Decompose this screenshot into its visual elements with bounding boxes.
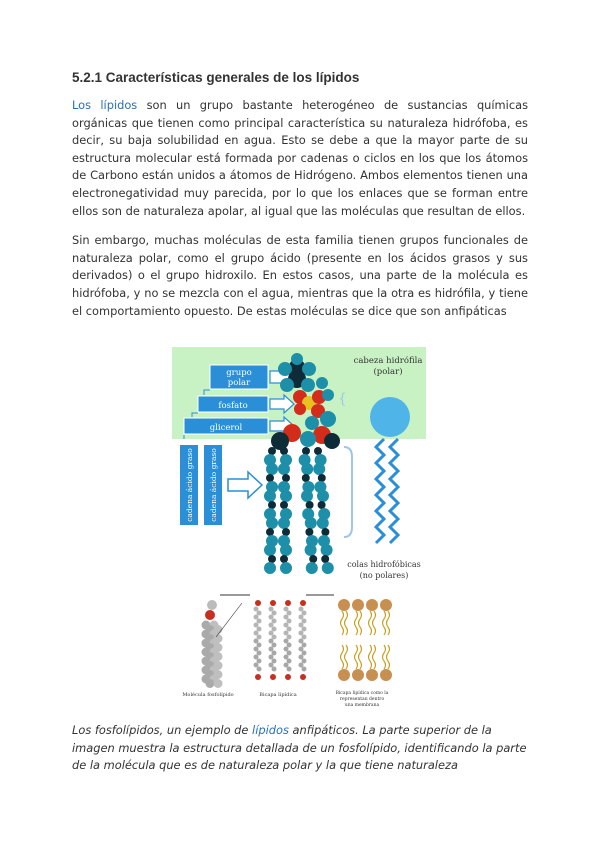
lipidos-link[interactable]: Los lípidos	[72, 98, 138, 112]
arrow-cadena-icon	[228, 472, 262, 498]
bilayer-atom	[257, 651, 262, 656]
bilayer-atom	[254, 647, 259, 652]
bilayer-atom	[299, 655, 304, 660]
tail-atom	[306, 562, 318, 574]
bilayer-head-top	[285, 600, 291, 606]
tail-atom	[268, 501, 276, 509]
bilayer-atom	[299, 615, 304, 620]
tail-atom	[309, 555, 317, 563]
bilayer-atom	[254, 655, 259, 660]
bilayer-atom	[257, 611, 262, 616]
bilayer-atom	[269, 663, 274, 668]
bilayer-atom	[284, 615, 289, 620]
bilayer-atom	[269, 639, 274, 644]
membrane-tail	[369, 645, 372, 669]
bilayer-atom	[269, 647, 274, 652]
fosfato-label: fosfato	[218, 401, 248, 411]
cadena-label-1: cadena ácido graso	[185, 448, 194, 522]
phospholipid-figure	[172, 347, 428, 707]
phospholipid-diagram	[172, 347, 428, 707]
bilayer-atom	[257, 659, 262, 664]
tail-atom	[302, 474, 310, 482]
tail-atom	[301, 463, 313, 475]
bilayer-atom	[269, 615, 274, 620]
membrane-tail	[383, 645, 386, 669]
tail-atom	[301, 490, 313, 502]
bilayer-head-bottom	[270, 674, 276, 680]
cabeza-label: cabeza hidrófila	[353, 356, 423, 366]
bilayer-atom	[254, 663, 259, 668]
section-title: 5.2.1 Características generales de los lípidos	[72, 70, 360, 85]
membrane-tail	[369, 611, 372, 635]
bilayer-head-top	[300, 600, 306, 606]
mol-atom	[205, 610, 215, 620]
bilayer-atom	[257, 643, 262, 648]
tail-atom	[317, 517, 329, 529]
molecula-label: Molécula fosfolípido	[182, 692, 234, 698]
membrane-head-top	[352, 599, 364, 611]
tail-atom	[321, 555, 329, 563]
bilayer-atom	[302, 667, 307, 672]
membrane-head-bottom	[366, 669, 378, 681]
bilayer-atom	[287, 635, 292, 640]
mol-atom	[206, 679, 215, 688]
bilayer-atom	[254, 623, 259, 628]
tail-atom	[322, 562, 334, 574]
membrane-tail	[341, 645, 344, 669]
membrane-tail	[387, 645, 390, 669]
tail-atom	[268, 447, 276, 455]
bilayer-atom	[287, 627, 292, 632]
document-page	[72, 70, 528, 332]
cabeza-polar-label: (polar)	[373, 367, 403, 377]
bilayer-atom	[272, 627, 277, 632]
bilayer-atom	[272, 611, 277, 616]
membrane-tail	[345, 611, 348, 635]
bilayer-atom	[302, 651, 307, 656]
tail-atom	[266, 463, 278, 475]
tail-atom	[280, 562, 292, 574]
tail-atom	[268, 555, 276, 563]
bilayer-atom	[287, 611, 292, 616]
bilayer-atom	[287, 659, 292, 664]
membrane-tail	[341, 611, 344, 635]
bilayer-atom	[284, 607, 289, 612]
membrane-tail	[387, 611, 390, 635]
bilayer-subfigure	[202, 599, 393, 688]
bilayer-head-top	[270, 600, 276, 606]
bilayer-atom	[254, 631, 259, 636]
tail-atom	[317, 490, 329, 502]
bilayer-atom	[299, 623, 304, 628]
membrane-tail	[383, 611, 386, 635]
tail-atom	[266, 528, 274, 536]
bicapa-rep-label-3: una membrana	[344, 703, 380, 707]
mol-atom	[214, 679, 223, 688]
tail-atom	[306, 501, 314, 509]
membrane-head-bottom	[352, 669, 364, 681]
membrane-tail	[345, 645, 348, 669]
bilayer-atom	[257, 619, 262, 624]
bilayer-atom	[257, 627, 262, 632]
membrane-tail	[359, 611, 362, 635]
bilayer-atom	[287, 619, 292, 624]
bilayer-atom	[302, 643, 307, 648]
tail-atom	[282, 528, 290, 536]
bilayer-head-bottom	[255, 674, 261, 680]
bilayer-atom	[287, 643, 292, 648]
bicapa-rep-label-1: Bicapa lipídica como la	[335, 691, 389, 696]
bilayer-head-top	[255, 600, 261, 606]
tail-atom	[302, 447, 310, 455]
bilayer-atom	[254, 639, 259, 644]
bilayer-atom	[302, 659, 307, 664]
membrane-tail	[355, 645, 358, 669]
cadena-label-2: cadena ácido graso	[209, 448, 218, 522]
tail-atom	[305, 528, 313, 536]
bilayer-head-bottom	[300, 674, 306, 680]
polar-label: polar	[227, 378, 251, 388]
bilayer-atom	[269, 623, 274, 628]
tail-atom	[313, 463, 325, 475]
tail-atom	[305, 517, 317, 529]
tail-atom	[266, 474, 274, 482]
bilayer-atom	[284, 631, 289, 636]
bilayer-atom	[272, 667, 277, 672]
membrane-head-top	[380, 599, 392, 611]
bilayer-atom	[269, 631, 274, 636]
bilayer-atom	[284, 663, 289, 668]
figure-caption	[72, 722, 528, 775]
caption-part1: Los fosfolípidos, un ejemplo de	[72, 723, 253, 737]
membrane-head-bottom	[380, 669, 392, 681]
bilayer-atom	[284, 647, 289, 652]
bilayer-atom	[302, 635, 307, 640]
bilayer-atom	[287, 667, 292, 672]
bilayer-atom	[272, 643, 277, 648]
bilayer-atom	[269, 655, 274, 660]
bilayer-atom	[254, 615, 259, 620]
bilayer-atom	[272, 635, 277, 640]
brace-bottom-icon	[344, 447, 352, 537]
glicerol-label: glicerol	[209, 423, 243, 433]
tail-atom	[264, 544, 276, 556]
paragraph-intro	[72, 97, 528, 220]
bilayer-atom	[272, 651, 277, 656]
colas-nopolar-label: (no polares)	[359, 571, 409, 580]
bicapa-rep-label-2: representan dentro	[339, 697, 385, 702]
membrane-tail	[373, 611, 376, 635]
tail-atom	[314, 447, 322, 455]
bilayer-atom	[299, 631, 304, 636]
bilayer-atom	[284, 655, 289, 660]
bilayer-atom	[299, 663, 304, 668]
bilayer-atom	[272, 619, 277, 624]
tail-atom	[321, 544, 333, 556]
tail-atom	[318, 474, 326, 482]
tail-atom	[280, 544, 292, 556]
membrane-head-top	[366, 599, 378, 611]
brace-top-icon: {	[338, 391, 347, 407]
hydrophobic-tails-atoms	[264, 447, 334, 574]
paragraph-intro-text: son un grupo bastante heterogéneo de sustancias químicas orgánicas que tienen como principal característica su naturaleza hidrófoba, es decir, su baja solubilidad en agua. Esto se debe a que la mayor parte de su estructura molecular está formada por cadenas o ciclos en los que los átomos de Carbono están unidos a átomos de Hidrógeno. Ambos elementos tienen una electronegatividad muy parecida, por lo que los enlaces que se forman entre ellos son de naturaleza apolar, al igual que las moléculas que resultan de ellos.	[72, 98, 528, 218]
tail-atom	[280, 447, 288, 455]
schematic-head-icon	[370, 397, 410, 437]
tail-atom	[264, 562, 276, 574]
bilayer-atom	[284, 623, 289, 628]
schematic-tail-1	[376, 439, 384, 543]
bilayer-atom	[302, 627, 307, 632]
paragraph-anfipaticas: Sin embargo, muchas moléculas de esta familia tienen grupos funcionales de naturaleza polar, como el grupo ácido (presente en los ácidos grasos y sus derivados) o el grupo hidroxilo. En estos casos, una parte de la molécula es hidrófoba, y no se mezcla con el agua, mientras que la otra es hidrófila, y tiene el comportamiento opuesto. De estas moléculas se dice que son anfipáticas	[72, 233, 528, 318]
membrane-tail	[373, 645, 376, 669]
bicapa-label: Bicapa lipídica	[259, 692, 297, 698]
bilayer-atom	[299, 607, 304, 612]
bilayer-atom	[254, 607, 259, 612]
tail-atom	[305, 544, 317, 556]
connector-line	[216, 603, 242, 637]
tail-atom	[266, 517, 278, 529]
bilayer-atom	[302, 619, 307, 624]
bilayer-atom	[269, 607, 274, 612]
membrane-tail	[359, 645, 362, 669]
tail-atom	[318, 501, 326, 509]
tail-atom	[282, 474, 290, 482]
bilayer-atom	[302, 611, 307, 616]
tail-atom	[280, 490, 292, 502]
membrane-head-top	[338, 599, 350, 611]
bilayer-atom	[287, 651, 292, 656]
bilayer-atom	[299, 647, 304, 652]
caption-lipidos-link[interactable]: lípidos	[252, 723, 289, 737]
bilayer-head-bottom	[285, 674, 291, 680]
bilayer-atom	[272, 659, 277, 664]
membrane-head-bottom	[338, 669, 350, 681]
mol-atom	[207, 600, 217, 610]
caption-part2: anfipáticos. La parte superior de la imagen muestra la estructura detallada de un fosfolípido, identificando la parte de la molécula que es de naturaleza polar y la que tiene naturaleza	[72, 723, 527, 773]
bilayer-atom	[257, 635, 262, 640]
tail-atom	[278, 463, 290, 475]
colas-label: colas hidrofóbicas	[347, 560, 421, 569]
schematic-tail-2	[390, 439, 398, 543]
tail-atom	[280, 501, 288, 509]
tail-atom	[278, 517, 290, 529]
bilayer-atom	[299, 639, 304, 644]
tail-atom	[280, 555, 288, 563]
bilayer-atom	[257, 667, 262, 672]
tail-atom	[264, 490, 276, 502]
bilayer-atom	[284, 639, 289, 644]
grupo-label: grupo	[226, 368, 252, 378]
membrane-tail	[355, 611, 358, 635]
tail-atom	[321, 528, 329, 536]
